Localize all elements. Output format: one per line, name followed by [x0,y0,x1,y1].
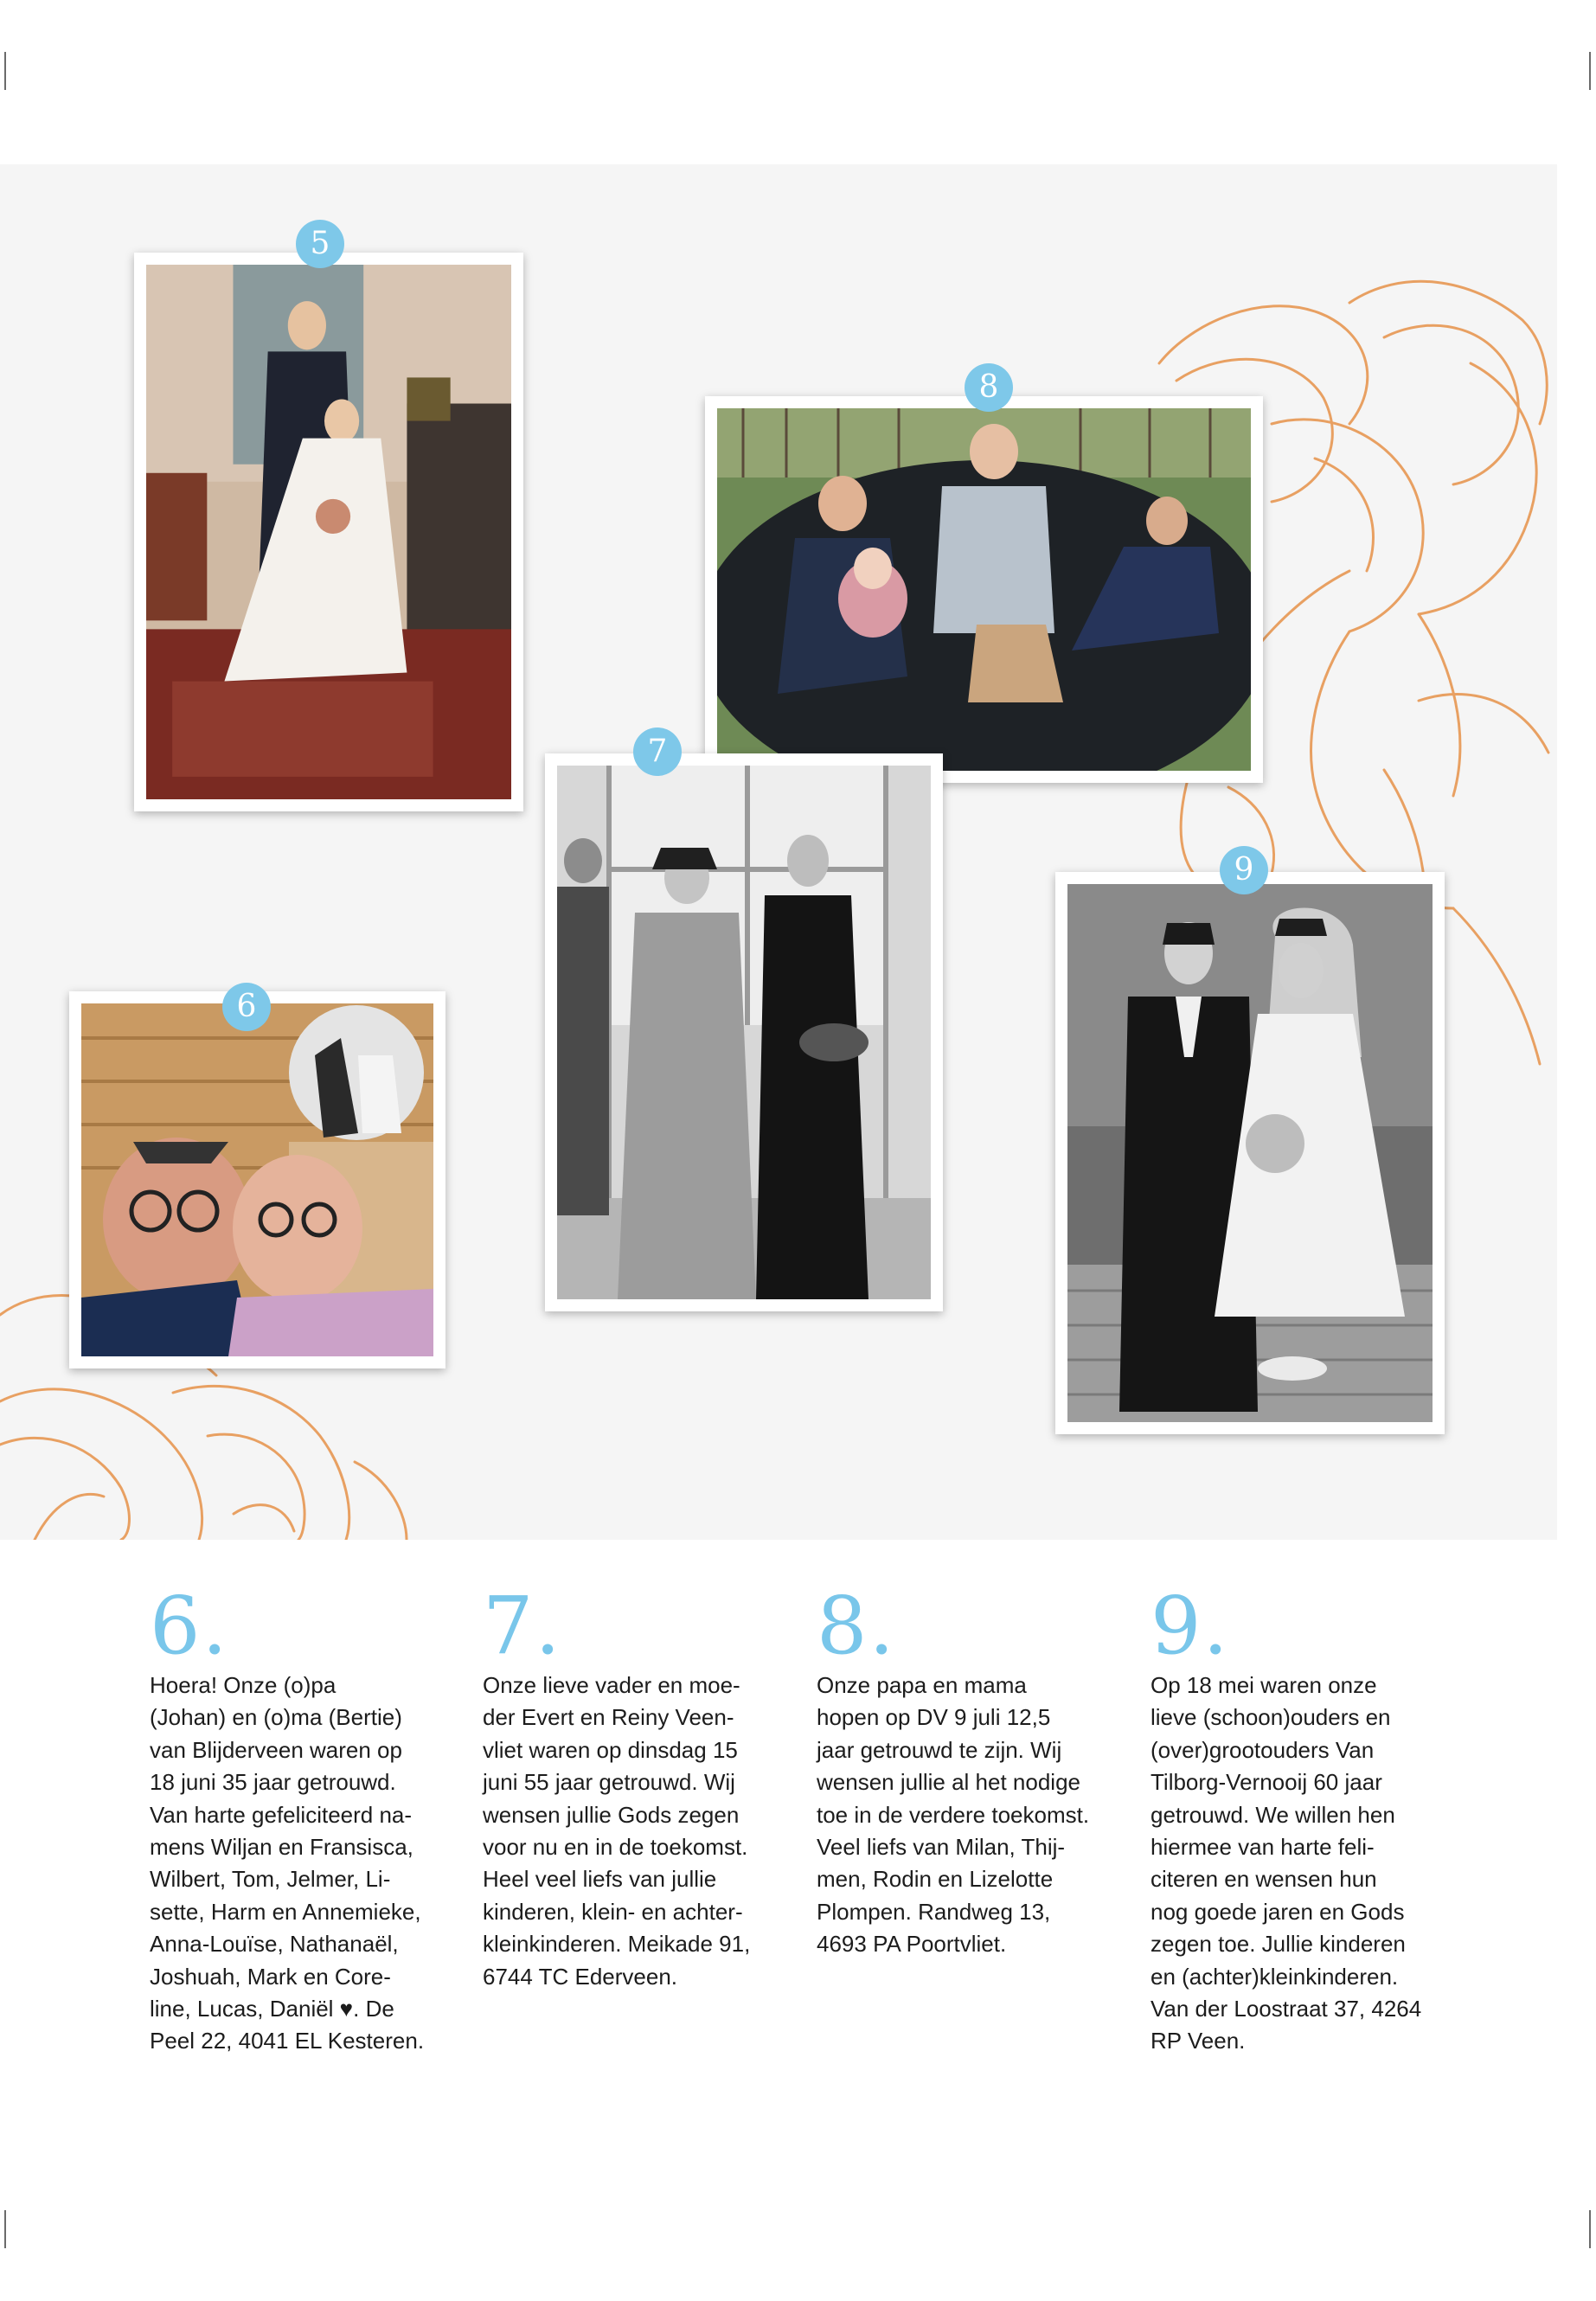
photo-5 [134,226,523,811]
photo-7 [545,734,943,1311]
announcement-9 [1151,1580,1471,2058]
announcement-text: Hoera! Onze (o)pa (Johan) en (o)ma (Bertie) van Blijderveen waren op 18 juni 35 jaar getrouwd. Van harte gefeliciteerd na- mens Wiljan en Fransisca, Wilbert, Tom, Jelmer, Li- sette, Harm en Annemieke, Anna-Louïse, Nathanaël, Joshuah, Mark en Core- line, Lucas, Daniël ♥. De Peel 22, 4041 EL Kesteren. [150,1672,425,2054]
wedding-photo-bw-walking [557,766,931,1299]
couple-selfie-photo [81,1003,433,1356]
announcement-6 [150,1580,461,2058]
photo-badge: 9 [1220,846,1268,894]
children-trampoline-photo [717,408,1251,771]
crop-mark [1589,2210,1591,2248]
announcement-7 [483,1580,794,1993]
announcement-number: 9. [1151,1580,1230,1672]
wedding-photo-bw-standing [1067,884,1433,1422]
announcement-number: 8. [817,1580,896,1672]
announcement-number: 6. [150,1580,229,1672]
crop-mark [4,52,6,90]
photo-6 [69,991,445,1368]
announcement-8 [817,1580,1128,1961]
announcement-text: Onze papa en mama hopen op DV 9 juli 12,5 jaar getrouwd te zijn. Wij wensen jullie al het nodige toe in de verdere toekomst. Veel liefs van Milan, Thij- men, Rodin en Lizelotte Plompen. Randweg 13, 4693 PA Poortvliet. [817,1672,1090,1958]
announcement-text: Op 18 mei waren onze lieve (schoon)ouders en (over)grootouders Van Tilborg-Vernooij 60 jaar getrouwd. We willen hen hiermee van harte feli- citeren en wensen hun nog goede jaren en Gods zegen toe. Jullie kinderen en (achter)kleinkinderen. Van der Loostraat 37, 4264 RP Veen. [1151,1672,1422,2054]
photo-badge: 7 [633,727,682,776]
announcement-text: Onze lieve vader en moe- der Evert en Reiny Veen- vliet waren op dinsdag 15 juni 55 jaar getrouwd. Wij wensen jullie Gods zegen voor nu en in de toekomst. Heel veel liefs van jullie kinderen, klein- en achter- kleinkinderen. Meikade 91, 6744 TC Ederveen. [483,1672,751,1990]
photo-badge: 6 [222,983,271,1031]
photo-9 [1055,852,1445,1434]
photo-badge: 8 [965,363,1013,412]
photo-badge: 5 [296,220,344,268]
wedding-photo-color [146,265,511,799]
crop-mark [4,2210,6,2248]
photo-8 [705,369,1263,783]
announcement-number: 7. [483,1580,562,1672]
crop-mark [1589,52,1591,90]
